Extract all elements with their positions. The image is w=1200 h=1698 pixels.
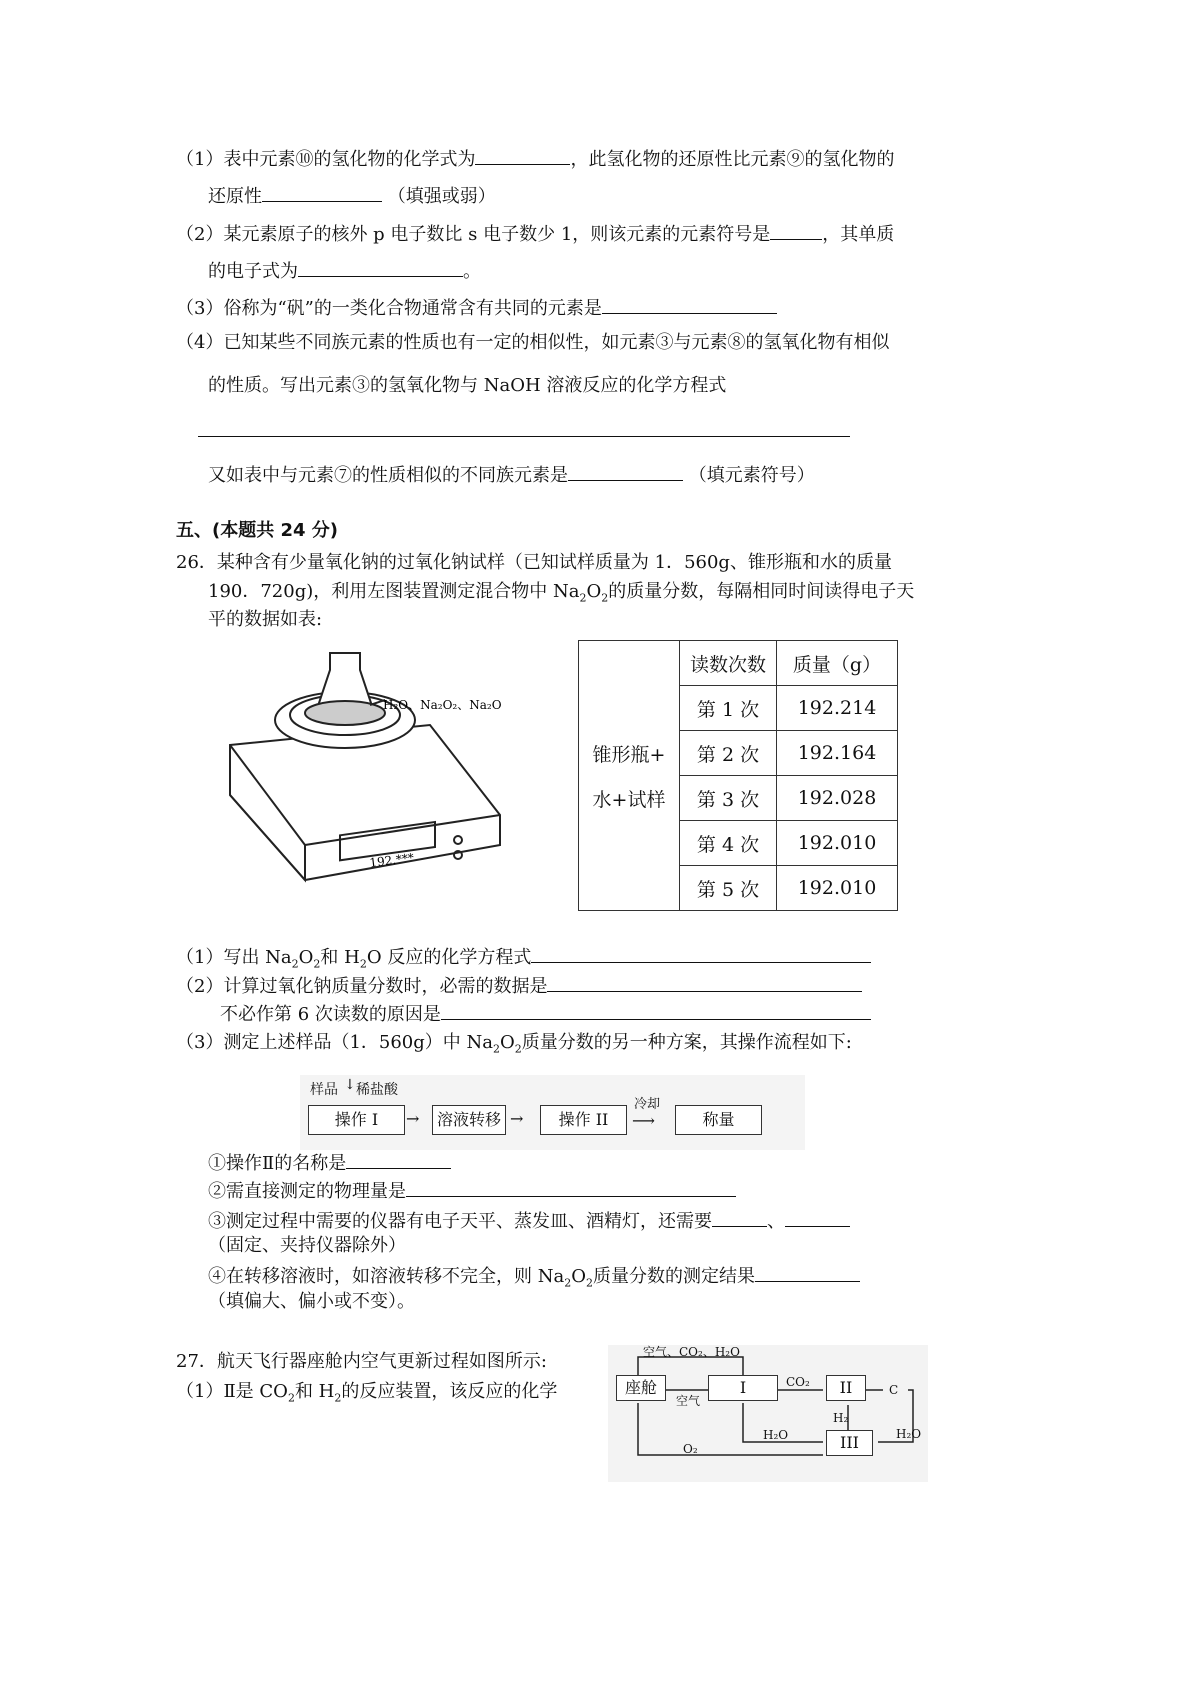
row-group-label: 水+试样 (579, 776, 680, 821)
answer-blank[interactable] (770, 221, 822, 240)
device-II-box: II (826, 1375, 866, 1401)
text: 质量分数的测定结果 (592, 1266, 755, 1287)
q25-part3 (176, 295, 777, 321)
diagram-label: O₂ (683, 1442, 698, 1456)
flowchart (300, 1075, 805, 1150)
flow-step: 操作 I (308, 1105, 405, 1135)
answer-blank[interactable] (547, 973, 862, 992)
text: ②需直接测定的物理量是 (208, 1181, 406, 1202)
answer-blank[interactable] (755, 1263, 860, 1282)
q26-sub1 (208, 1150, 451, 1176)
arrow-icon: → (510, 1109, 524, 1128)
device-III-box: III (826, 1430, 873, 1456)
cell: 192.214 (777, 686, 898, 731)
q26-intro-2: 190．720g)，利用左图装置测定混合物中 $Na_2O_2$的质量分数，每隔相同时间读得电子天 (208, 581, 915, 605)
cell: 第 3 次 (680, 776, 777, 821)
diagram-label: H₂O (763, 1428, 789, 1442)
q26-sub3 (208, 1208, 850, 1234)
text: （3）测定上述样品（1．560g）中 Na (176, 1032, 493, 1053)
text: 、 (767, 1211, 785, 1232)
cell: 192.010 (777, 866, 898, 911)
flow-label: 冷却 (634, 1097, 661, 1112)
text: （填元素符号） (688, 465, 815, 486)
text: 还原性 (208, 186, 262, 207)
q26-part3: （3）测定上述样品（1．560g）中 $Na_2O_2$质量分数的另一种方案，其操作流程如下: (176, 1032, 852, 1056)
q26-part2-cont (220, 1001, 871, 1027)
answer-blank[interactable] (298, 258, 463, 277)
q26-sub3-cont: （固定、夹持仪器除外） (208, 1235, 406, 1256)
answer-line[interactable] (198, 436, 850, 437)
diagram-label: C (889, 1383, 899, 1397)
cabin-box: 座舱 (616, 1375, 666, 1401)
answer-blank[interactable] (346, 1150, 451, 1169)
diagram-label: 空气 (676, 1394, 701, 1408)
flow-label: 稀盐酸 (356, 1082, 398, 1098)
answer-blank[interactable] (602, 295, 777, 314)
text: （1）写出 Na (176, 947, 292, 968)
q25-part1-cont (208, 183, 496, 209)
arrow-icon: ⟶ (632, 1111, 655, 1130)
flow-label: 样品 (310, 1082, 338, 1098)
electronic-balance-figure (200, 645, 520, 900)
text: （2）计算过氧化钠质量分数时，必需的数据是 (176, 976, 548, 997)
answer-blank[interactable] (785, 1208, 850, 1227)
row-group-label: 锥形瓶+ (579, 731, 680, 776)
q26-sub2 (208, 1178, 736, 1204)
text: ，此氢化物的还原性比元素⑨的氢化物的 (570, 149, 895, 170)
flow-step: 操作 II (540, 1105, 627, 1135)
text: 和 H (294, 1381, 335, 1402)
text: （1）Ⅱ是 CO (176, 1381, 288, 1402)
q26-part2 (176, 973, 862, 999)
cell: 第 1 次 (680, 686, 777, 731)
diagram-label: H₂ (833, 1411, 849, 1425)
cell: 第 5 次 (680, 866, 777, 911)
q25-part4-cont: 的性质。写出元素③的氢氧化物与 NaOH 溶液反应的化学方程式 (208, 375, 727, 396)
answer-blank[interactable] (441, 1001, 871, 1020)
q26-sub4: ④在转移溶液时，如溶液转移不完全，则 $Na_2O_2$质量分数的测定结果 (208, 1263, 860, 1296)
answer-blank[interactable] (475, 146, 570, 165)
q25-part2-cont (208, 258, 481, 284)
text: 。 (463, 261, 481, 282)
balance-display: 192.*** (368, 850, 415, 870)
text: O 反应的化学方程式 (366, 947, 532, 968)
diagram-arrows (608, 1345, 928, 1482)
q25-part2 (176, 221, 894, 247)
q26-sub4-cont: （填偏大、偏小或不变）。 (208, 1291, 415, 1312)
diagram-label: 空气、CO₂、H₂O (643, 1345, 740, 1359)
col-header: 读数次数 (680, 641, 777, 686)
answer-blank[interactable] (712, 1208, 767, 1227)
text: 的反应装置，该反应的化学 (341, 1381, 558, 1402)
col-header: 质量（g） (777, 641, 898, 686)
q26-intro-3: 平的数据如表: (208, 609, 323, 630)
text: 190．720g)，利用左图装置测定混合物中 Na (208, 581, 580, 602)
figure-label: H₂O、Na₂O₂、Na₂O (383, 698, 502, 712)
arrow-down-icon: ↓ (344, 1077, 356, 1093)
q27-part1: （1）Ⅱ是 $CO_2$和 $H_2$的反应装置，该反应的化学 (176, 1381, 558, 1405)
cell: 192.010 (777, 821, 898, 866)
q27-intro: 27．航天飞行器座舱内空气更新过程如图所示: (176, 1351, 547, 1372)
flow-step: 称量 (675, 1105, 762, 1135)
text: 不必作第 6 次读数的原因是 (220, 1004, 441, 1025)
diagram-label: H₂O (896, 1427, 922, 1441)
answer-blank[interactable] (406, 1178, 736, 1197)
cell: 第 4 次 (680, 821, 777, 866)
text: 的质量分数，每隔相同时间读得电子天 (608, 581, 915, 602)
text: 质量分数的另一种方案，其操作流程如下: (521, 1032, 852, 1053)
answer-blank[interactable] (531, 944, 871, 963)
text: 的电子式为 (208, 261, 298, 282)
answer-blank[interactable] (262, 183, 382, 202)
device-I-box: I (708, 1375, 778, 1401)
text: （2）某元素原子的核外 p 电子数比 s 电子数少 1，则该元素的元素符号是 (176, 224, 771, 245)
cabin-air-diagram (608, 1345, 928, 1482)
cell: 第 2 次 (680, 731, 777, 776)
readings-table (578, 640, 898, 911)
diagram-label: CO₂ (786, 1375, 810, 1389)
arrow-icon: → (406, 1109, 420, 1128)
text: 和 H (320, 947, 360, 968)
text: ①操作Ⅱ的名称是 (208, 1153, 347, 1174)
section-heading: 五、(本题共 24 分) (176, 520, 339, 541)
text: ，其单质 (822, 224, 895, 245)
answer-blank[interactable] (568, 462, 683, 481)
text: （3）俗称为“矾”的一类化合物通常含有共同的元素是 (176, 298, 602, 319)
q26-part1: （1）写出 $Na_2O_2$和 $H_2O$ 反应的化学方程式 (176, 944, 871, 977)
text: （填强或弱） (387, 186, 496, 207)
text: ③测定过程中需要的仪器有电子天平、蒸发皿、酒精灯，还需要 (208, 1211, 712, 1232)
flow-step: 溶液转移 (432, 1105, 506, 1135)
cell: 192.028 (777, 776, 898, 821)
text: 又如表中与元素⑦的性质相似的不同族元素是 (208, 465, 568, 486)
q25-part4-extra (208, 462, 815, 488)
text: （1）表中元素⑩的氢化物的化学式为 (176, 149, 476, 170)
q25-part4: （4）已知某些不同族元素的性质也有一定的相似性，如元素③与元素⑧的氢氧化物有相似 (176, 332, 890, 353)
q26-intro: 26．某种含有少量氧化钠的过氧化钠试样（已知试样质量为 1．560g、锥形瓶和水的质量 (176, 552, 892, 573)
q25-part1 (176, 146, 894, 172)
text: ④在转移溶液时，如溶液转移不完全，则 Na (208, 1266, 565, 1287)
cell: 192.164 (777, 731, 898, 776)
